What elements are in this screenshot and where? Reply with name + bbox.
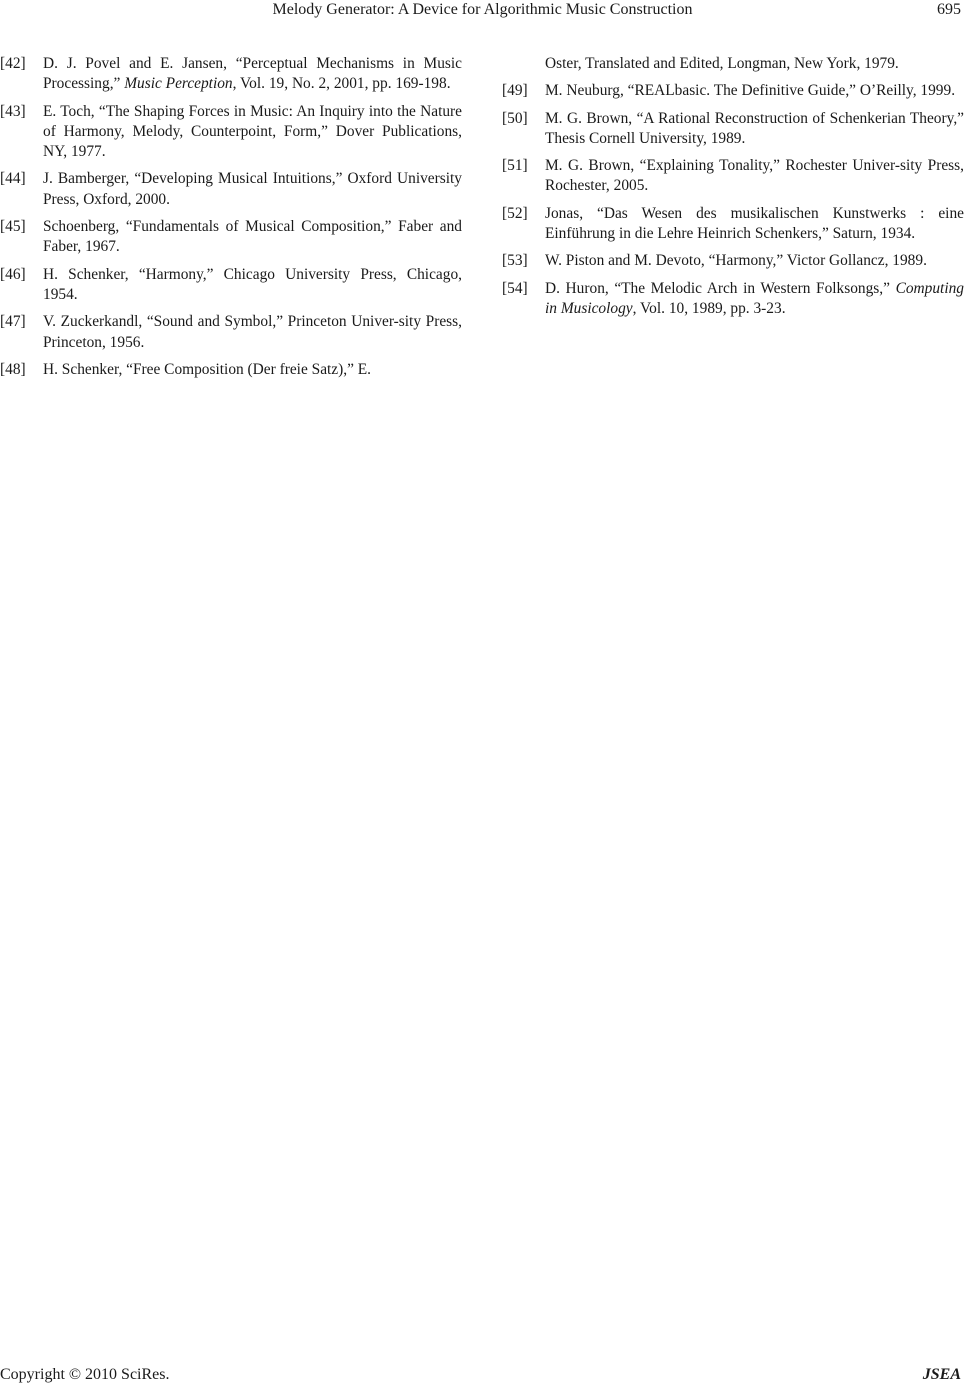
- reference-text: M. G. Brown, “A Rational Reconstruction of Schenkerian Theory,” Thesis Cornell University, 1989.: [545, 109, 964, 147]
- reference-number: [47]: [0, 313, 26, 331]
- references-right-column: [502, 54, 964, 326]
- reference-text: Jonas, “Das Wesen des musikalischen Kunstwerks : eine Einführung in die Lehre Heinrich Schenkers,” Saturn, 1934.: [545, 204, 964, 243]
- reference-number: [53]: [502, 252, 528, 270]
- reference-42: [0, 54, 462, 95]
- reference-text: V. Zuckerkandl, “Sound and Symbol,” Princeton Univer-sity Press, Princeton, 1956.: [43, 313, 462, 351]
- reference-text: H. Schenker, “Free Composition (Der freie Satz),” E.: [43, 360, 372, 378]
- reference-number: [49]: [502, 82, 528, 100]
- reference-text: H. Schenker, “Harmony,” Chicago University Press, Chicago, 1954.: [43, 265, 462, 303]
- running-title: Melody Generator: A Device for Algorithmic Music Construction: [272, 1, 693, 18]
- reference-50: [502, 109, 964, 150]
- reference-number: [51]: [502, 157, 528, 175]
- reference-43: [0, 102, 462, 163]
- references-left-column: [0, 54, 462, 387]
- reference-text: Oster, Translated and Edited, Longman, New York, 1979.: [545, 55, 899, 72]
- reference-48-continuation: [502, 54, 964, 74]
- reference-number: [52]: [502, 204, 528, 222]
- reference-number: [45]: [0, 218, 26, 236]
- reference-journal: Computing in Musicology: [545, 279, 964, 317]
- reference-54: [502, 279, 964, 320]
- reference-text-tail: , Vol. 19, No. 2, 2001, pp. 169-198.: [232, 75, 451, 93]
- reference-number: [44]: [0, 170, 26, 188]
- reference-number: [48]: [0, 360, 26, 378]
- reference-48: [0, 360, 462, 380]
- page-number: 695: [937, 1, 961, 18]
- journal-abbreviation: JSEA: [922, 1366, 961, 1383]
- reference-text: D. Huron, “The Melodic Arch in Western Folksongs,”: [545, 279, 896, 297]
- reference-number: [43]: [0, 102, 26, 120]
- reference-text: J. Bamberger, “Developing Musical Intuitions,” Oxford University Press, Oxford, 2000.: [43, 170, 462, 208]
- reference-49: [502, 81, 964, 101]
- reference-text: M. Neuburg, “REALbasic. The Definitive Guide,” O’Reilly, 1999.: [545, 82, 956, 100]
- reference-text: W. Piston and M. Devoto, “Harmony,” Victor Gollancz, 1989.: [545, 252, 927, 270]
- reference-number: [50]: [502, 109, 528, 127]
- reference-text-tail: , Vol. 10, 1989, pp. 3-23.: [632, 299, 786, 317]
- reference-number: [46]: [0, 265, 26, 283]
- reference-number: [42]: [0, 55, 26, 72]
- reference-46: [0, 265, 462, 306]
- copyright-notice: Copyright © 2010 SciRes.: [0, 1366, 170, 1383]
- reference-text: D. J. Povel and E. Jansen, “Perceptual Mechanisms in Music Processing,”: [43, 55, 462, 93]
- reference-text: Schoenberg, “Fundamentals of Musical Composition,” Faber and Faber, 1967.: [43, 218, 462, 256]
- reference-53: [502, 251, 964, 271]
- reference-45: [0, 217, 462, 258]
- reference-44: [0, 169, 462, 210]
- reference-text: M. G. Brown, “Explaining Tonality,” Rochester Univer-sity Press, Rochester, 2005.: [545, 157, 964, 195]
- reference-52: [502, 204, 964, 245]
- reference-journal: Music Perception: [124, 75, 233, 93]
- reference-text: E. Toch, “The Shaping Forces in Music: An Inquiry into the Nature of Harmony, Melody, Counterpoint, Form,” Dover Publications, NY, 1977.: [43, 102, 462, 161]
- reference-number: [54]: [502, 279, 528, 297]
- reference-47: [0, 312, 462, 353]
- reference-51: [502, 156, 964, 197]
